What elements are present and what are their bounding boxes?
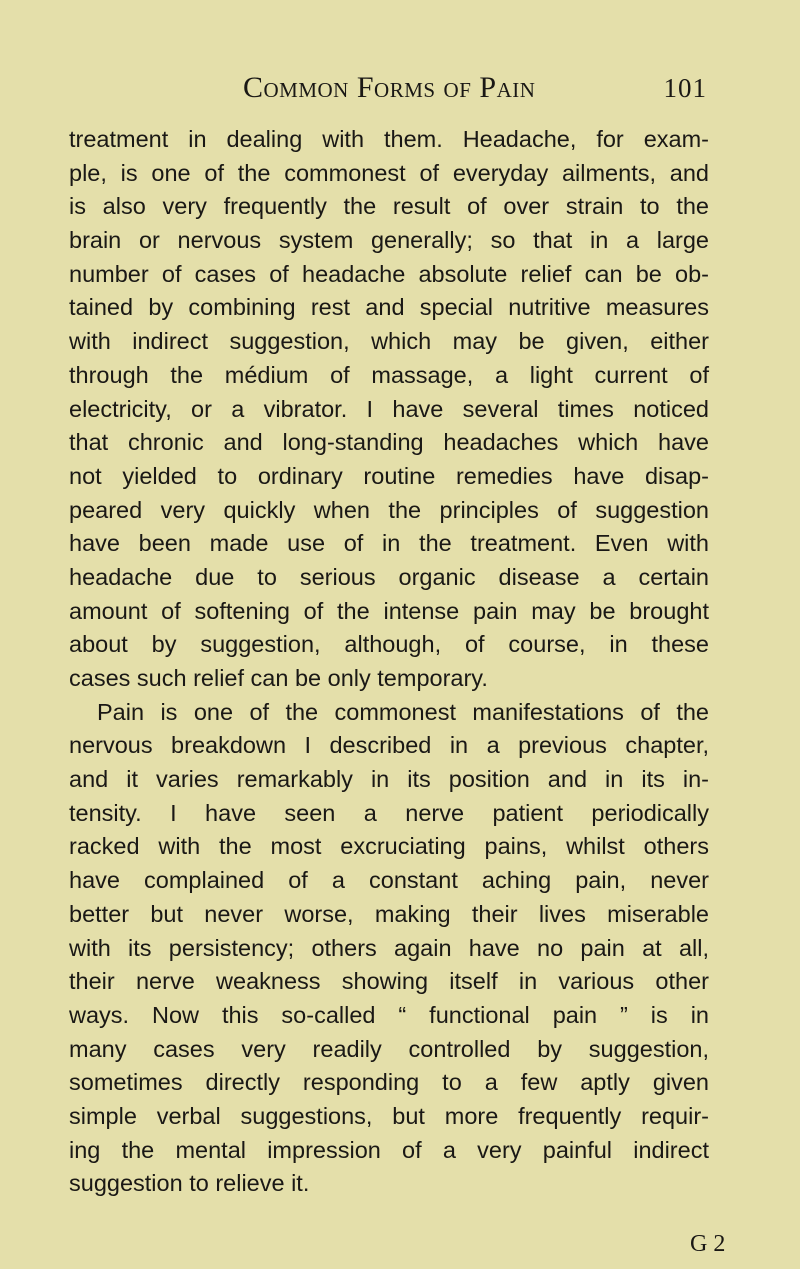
text-line: ple, is one of the commonest of everyday ailments, and — [69, 159, 709, 186]
text-line: and it varies remarkably in its position and in its in- — [69, 766, 709, 793]
text-line: better but never worse, making their lives miserable — [69, 900, 709, 927]
page-number: 101 — [663, 73, 707, 103]
body-text — [69, 123, 709, 1201]
text-line: not yielded to ordinary routine remedies have disap- — [69, 462, 709, 489]
running-title: Common Forms of Pain — [243, 71, 536, 104]
text-line: Pain is one of the commonest manifestations of the — [97, 698, 709, 725]
text-line: electricity, or a vibrator. I have several times noticed — [69, 395, 709, 422]
running-head — [0, 70, 800, 110]
text-line: treatment in dealing with them. Headache, for exam- — [69, 126, 709, 152]
text-line: tensity. I have seen a nerve patient periodically — [69, 799, 709, 826]
text-line: that chronic and long-standing headaches which have — [69, 429, 709, 456]
text-line: headache due to serious organic disease a certain — [69, 563, 709, 590]
text-line: number of cases of headache absolute relief can be ob- — [69, 260, 709, 287]
text-line: many cases very readily controlled by suggestion, — [69, 1035, 709, 1062]
text-line: with indirect suggestion, which may be given, either — [69, 328, 709, 355]
text-line: ing the mental impression of a very painful indirect — [69, 1136, 709, 1163]
text-line: with its persistency; others again have no pain at all, — [69, 934, 709, 961]
text-line: racked with the most excruciating pains, whilst others — [69, 833, 709, 860]
text-line: brain or nervous system generally; so that in a large — [69, 227, 709, 254]
text-line: have been made use of in the treatment. Even with — [69, 530, 709, 557]
text-line: sometimes directly responding to a few aptly given — [69, 1069, 709, 1096]
text-line: peared very quickly when the principles of suggestion — [69, 496, 709, 523]
text-line: is also very frequently the result of over strain to the — [69, 193, 709, 220]
text-line: tained by combining rest and special nutritive measures — [69, 294, 709, 321]
text-line: about by suggestion, although, of course, in these — [69, 631, 709, 658]
text-line: suggestion to relieve it. — [69, 1170, 310, 1197]
text-line: have complained of a constant aching pain, never — [69, 867, 709, 894]
text-line: ways. Now this so-called “ functional pain ” is in — [69, 1001, 709, 1028]
text-line: nervous breakdown I described in a previous chapter, — [69, 732, 709, 759]
text-line: through the médium of massage, a light current of — [69, 361, 709, 388]
text-line: amount of softening of the intense pain may be brought — [69, 597, 709, 624]
text-line: simple verbal suggestions, but more frequently requir- — [69, 1102, 709, 1129]
text-line: cases such relief can be only temporary. — [69, 665, 488, 691]
signature-mark: G 2 — [690, 1231, 726, 1257]
text-line: their nerve weakness showing itself in various other — [69, 968, 709, 995]
